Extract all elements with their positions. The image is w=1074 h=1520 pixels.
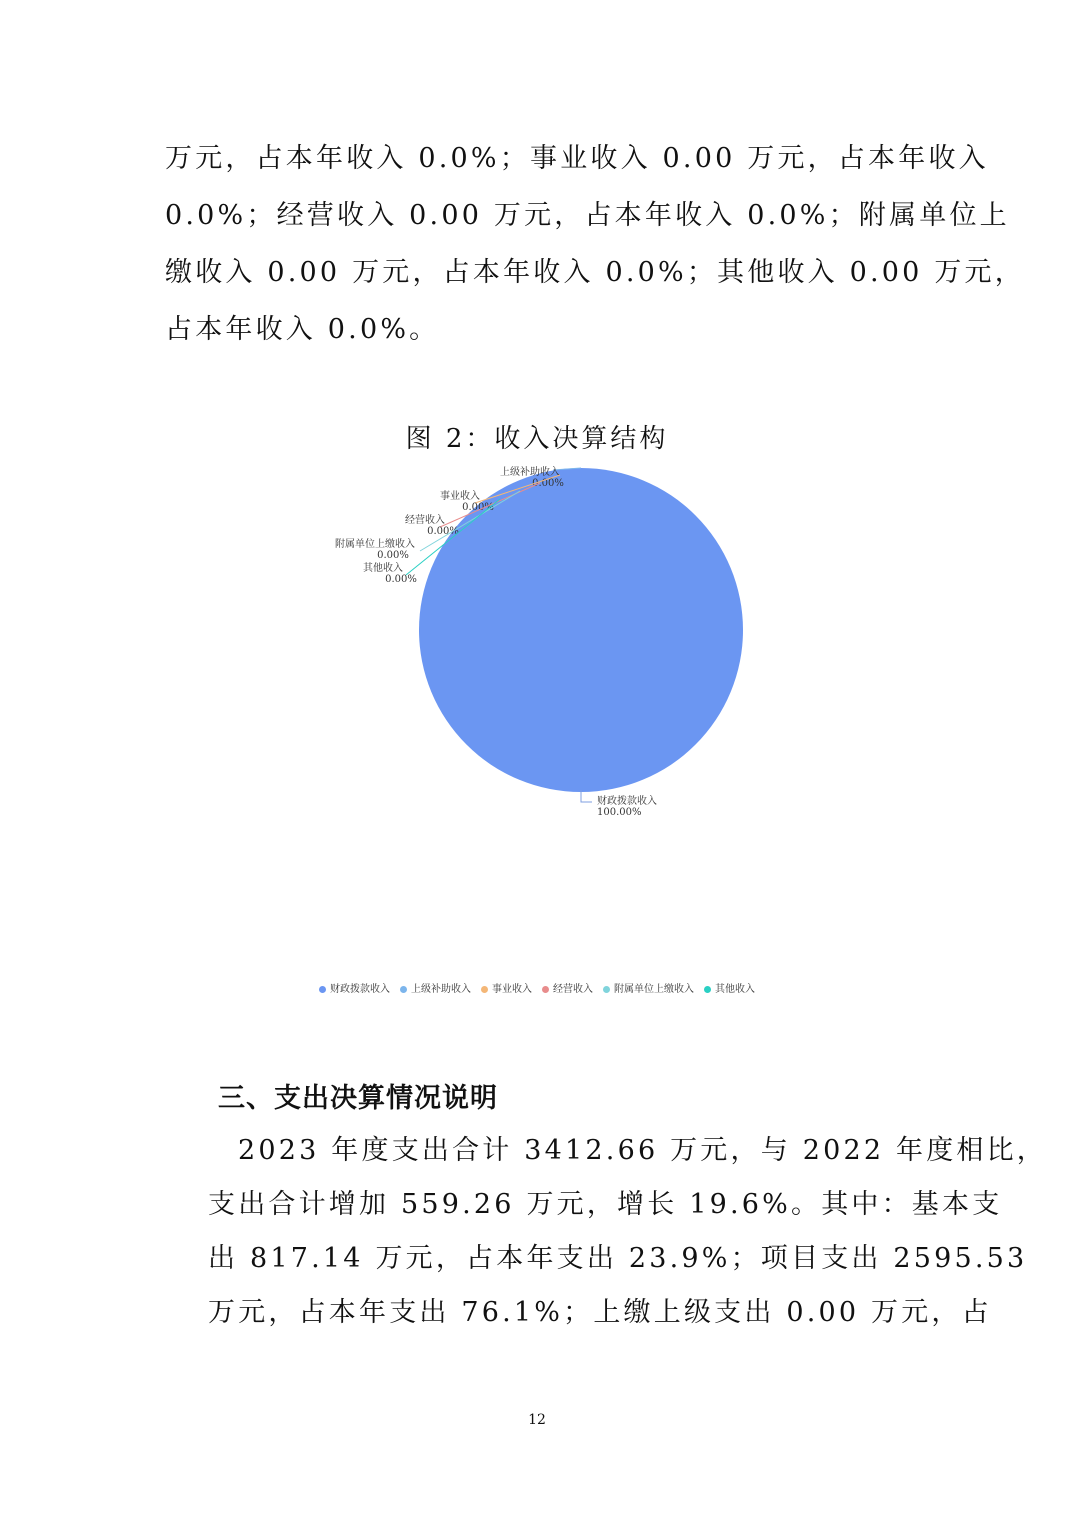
slice-value-label: 0.00% xyxy=(462,502,494,513)
slice-name-label: 事业收入 xyxy=(440,491,480,502)
paragraph-line: 2023 年度支出合计 3412.66 万元，与 2022 年度相比， xyxy=(238,1135,1047,1166)
paragraph-line: 支出合计增加 559.26 万元，增长 19.6%。其中：基本支 xyxy=(208,1189,1003,1220)
slice-name-label: 其他收入 xyxy=(363,563,403,574)
legend-marker xyxy=(603,986,610,993)
pie-slice xyxy=(419,468,743,792)
legend-item xyxy=(542,980,593,995)
legend-marker xyxy=(704,986,711,993)
legend-marker xyxy=(400,986,407,993)
legend-label: 事业收入 xyxy=(492,984,532,995)
legend-item xyxy=(400,980,471,995)
legend-label: 上级补助收入 xyxy=(411,984,471,995)
legend-marker xyxy=(319,986,326,993)
legend-item xyxy=(603,980,694,995)
legend-item xyxy=(704,980,755,995)
page-number: 12 xyxy=(528,1412,546,1428)
slice-name-label: 经营收入 xyxy=(405,515,445,526)
slice-value-label: 0.00% xyxy=(532,478,564,489)
legend-item xyxy=(481,980,532,995)
slice-value-label: 100.00% xyxy=(597,807,642,818)
paragraph-line: 出 817.14 万元，占本年支出 23.9%；项目支出 2595.53 xyxy=(208,1243,1028,1274)
expenditure-paragraph xyxy=(208,1124,1047,1340)
slice-name-label: 财政拨款收入 xyxy=(597,796,657,807)
legend-label: 其他收入 xyxy=(715,984,755,995)
legend-marker xyxy=(542,986,549,993)
chart-legend xyxy=(0,980,1074,995)
paragraph-line: 万元，占本年支出 76.1%；上缴上级支出 0.00 万元，占 xyxy=(208,1297,992,1328)
paragraph-line: 万元，占本年收入 0.0%；事业收入 0.00 万元，占本年收入 xyxy=(165,143,989,174)
paragraph-line: 缴收入 0.00 万元，占本年收入 0.0%；其他收入 0.00 万元， xyxy=(165,257,1025,288)
slice-value-label: 0.00% xyxy=(427,526,459,537)
slice-name-label: 上级补助收入 xyxy=(500,467,560,478)
slice-name-label: 附属单位上缴收入 xyxy=(335,539,415,550)
slice-value-label: 0.00% xyxy=(385,574,417,585)
legend-label: 附属单位上缴收入 xyxy=(614,984,694,995)
legend-item xyxy=(319,980,390,995)
income-paragraph xyxy=(165,130,1025,358)
section-heading: 三、支出决算情况说明 xyxy=(218,1083,498,1114)
chart-title: 图 2：收入决算结构 xyxy=(405,424,669,454)
legend-label: 财政拨款收入 xyxy=(330,984,390,995)
income-pie-chart xyxy=(0,455,1074,835)
legend-label: 经营收入 xyxy=(553,984,593,995)
slice-value-label: 0.00% xyxy=(377,550,409,561)
legend-marker xyxy=(481,986,488,993)
paragraph-line: 0.0%；经营收入 0.00 万元，占本年收入 0.0%；附属单位上 xyxy=(165,200,1010,231)
paragraph-line: 占本年收入 0.0%。 xyxy=(165,314,440,345)
